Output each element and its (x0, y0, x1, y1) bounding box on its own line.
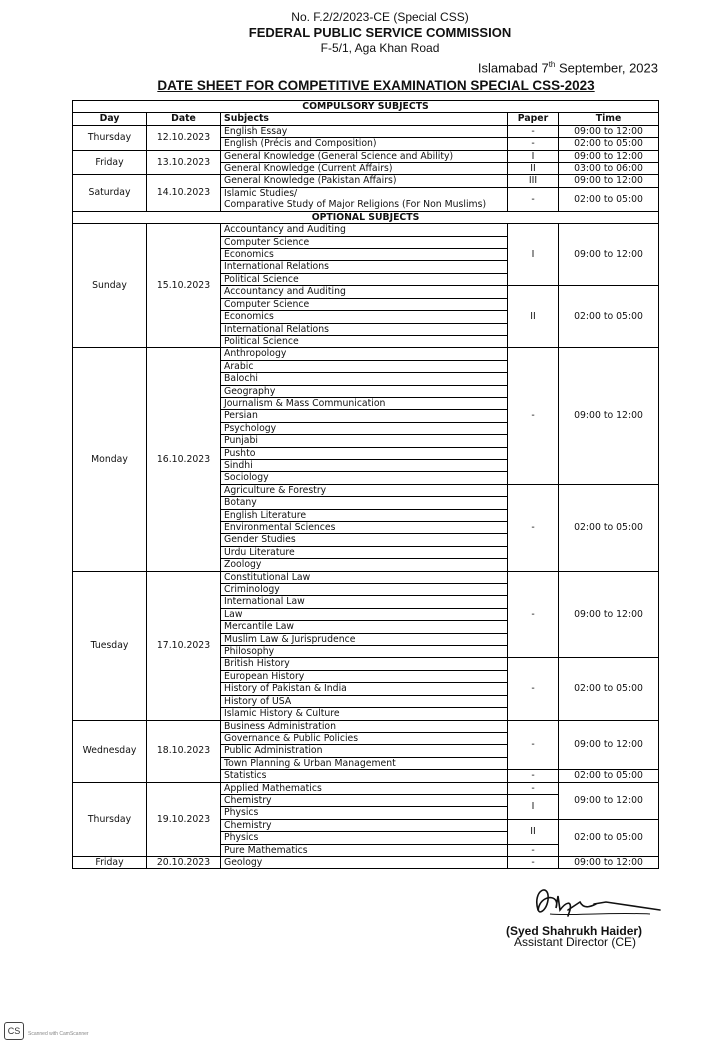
reference-number: No. F.2/2/2023-CE (Special CSS) (291, 10, 469, 24)
paper-cell: - (508, 484, 559, 571)
date-cell: 19.10.2023 (147, 782, 221, 856)
subject-cell: International Relations (221, 323, 508, 335)
time-cell: 09:00 to 12:00 (559, 175, 659, 187)
time-cell: 02:00 to 05:00 (559, 484, 659, 571)
time-header: Time (559, 113, 659, 125)
signature-image (510, 880, 670, 930)
document-title: DATE SHEET FOR COMPETITIVE EXAMINATION SPECIAL CSS-2023 (157, 78, 595, 93)
subject-cell: Muslim Law & Jurisprudence (221, 633, 508, 645)
date-cell: 20.10.2023 (147, 856, 221, 868)
subject-cell: Gender Studies (221, 534, 508, 546)
subject-cell: Journalism & Mass Communication (221, 397, 508, 409)
subject-cell: Zoology (221, 559, 508, 571)
table-row (73, 571, 659, 583)
subject-cell: Town Planning & Urban Management (221, 757, 508, 769)
subject-cell (221, 187, 508, 211)
place-date-main: Islamabad 7 (477, 60, 549, 76)
subject-cell: Psychology (221, 422, 508, 434)
subject-cell: Pure Mathematics (221, 844, 508, 856)
date-sheet-body (73, 101, 659, 869)
time-cell: 09:00 to 12:00 (559, 571, 659, 658)
table-row (73, 224, 659, 236)
compulsory-heading: COMPULSORY SUBJECTS (73, 101, 659, 113)
day-cell: Wednesday (73, 720, 147, 782)
subject-line: Islamic Studies/ (224, 187, 298, 199)
day-cell: Monday (73, 348, 147, 571)
subject-cell: Political Science (221, 273, 508, 285)
subject-cell: Mercantile Law (221, 621, 508, 633)
optional-heading: OPTIONAL SUBJECTS (73, 211, 659, 223)
subject-cell: Public Administration (221, 745, 508, 757)
subject-cell: English Literature (221, 509, 508, 521)
date-cell: 15.10.2023 (147, 224, 221, 348)
day-cell: Thursday (73, 782, 147, 856)
subject-cell: Political Science (221, 335, 508, 347)
subject-cell: Botany (221, 497, 508, 509)
subject-cell: General Knowledge (Pakistan Affairs) (221, 175, 508, 187)
paper-header: Paper (508, 113, 559, 125)
paper-cell: - (508, 187, 559, 211)
place-date (478, 60, 658, 75)
time-cell: 09:00 to 12:00 (559, 348, 659, 484)
date-cell: 14.10.2023 (147, 175, 221, 211)
subject-cell: English Essay (221, 125, 508, 137)
time-cell: 09:00 to 12:00 (559, 720, 659, 770)
date-cell: 13.10.2023 (147, 150, 221, 175)
paper-cell: III (508, 175, 559, 187)
time-cell: 02:00 to 05:00 (559, 770, 659, 782)
paper-cell: - (508, 844, 559, 856)
paper-cell: - (508, 571, 559, 658)
subject-cell: Philosophy (221, 646, 508, 658)
subject-cell: Computer Science (221, 298, 508, 310)
time-cell: 09:00 to 12:00 (559, 856, 659, 868)
date-cell: 18.10.2023 (147, 720, 221, 782)
subject-cell: Environmental Sciences (221, 522, 508, 534)
table-row (73, 856, 659, 868)
subject-cell: General Knowledge (Current Affairs) (221, 163, 508, 175)
subject-cell: Geography (221, 385, 508, 397)
subject-cell: Physics (221, 832, 508, 844)
subject-cell: Punjabi (221, 435, 508, 447)
day-header: Day (73, 113, 147, 125)
table-row (73, 150, 659, 162)
subject-cell: British History (221, 658, 508, 670)
subject-cell: Criminology (221, 584, 508, 596)
subject-cell: Economics (221, 311, 508, 323)
paper-cell: II (508, 819, 559, 844)
subject-cell: Constitutional Law (221, 571, 508, 583)
date-cell: 17.10.2023 (147, 571, 221, 720)
subject-cell: Accountancy and Auditing (221, 224, 508, 236)
subject-cell: Balochi (221, 373, 508, 385)
place-date-rest: September, 2023 (555, 60, 658, 76)
date-sheet-table (72, 100, 659, 869)
subject-cell: Pushto (221, 447, 508, 459)
subject-cell: Statistics (221, 770, 508, 782)
day-cell: Tuesday (73, 571, 147, 720)
subject-cell: Sindhi (221, 459, 508, 471)
subject-cell: Economics (221, 249, 508, 261)
scanner-watermark: Scanned with CamScanner (28, 1031, 89, 1037)
section-row (73, 211, 659, 223)
time-cell: 09:00 to 12:00 (559, 782, 659, 819)
subject-cell: Applied Mathematics (221, 782, 508, 794)
day-cell: Friday (73, 856, 147, 868)
table-row (73, 720, 659, 732)
day-cell: Saturday (73, 175, 147, 211)
subject-cell: European History (221, 670, 508, 682)
subject-cell: History of Pakistan & India (221, 683, 508, 695)
subject-cell: Sociology (221, 472, 508, 484)
paper-cell: - (508, 658, 559, 720)
day-cell: Friday (73, 150, 147, 175)
table-row (73, 348, 659, 360)
day-cell: Sunday (73, 224, 147, 348)
subject-cell: Law (221, 608, 508, 620)
subject-cell: Business Administration (221, 720, 508, 732)
paper-cell: - (508, 856, 559, 868)
time-cell: 09:00 to 12:00 (559, 224, 659, 286)
subject-cell: Anthropology (221, 348, 508, 360)
date-superscript: th (548, 60, 556, 69)
time-cell: 09:00 to 12:00 (559, 125, 659, 137)
organization-name: FEDERAL PUBLIC SERVICE COMMISSION (248, 25, 512, 40)
subject-cell: English (Précis and Composition) (221, 138, 508, 150)
date-cell: 12.10.2023 (147, 125, 221, 150)
paper-cell: - (508, 348, 559, 484)
time-cell: 02:00 to 05:00 (559, 819, 659, 856)
subject-cell: Agriculture & Forestry (221, 484, 508, 496)
time-cell: 02:00 to 05:00 (559, 187, 659, 211)
paper-cell: I (508, 794, 559, 819)
paper-cell: - (508, 138, 559, 150)
date-header: Date (147, 113, 221, 125)
subject-cell: Physics (221, 807, 508, 819)
time-cell: 09:00 to 12:00 (559, 150, 659, 162)
subject-cell: Governance & Public Policies (221, 732, 508, 744)
subject-cell: Chemistry (221, 794, 508, 806)
subject-cell: Islamic History & Culture (221, 708, 508, 720)
paper-cell: I (508, 224, 559, 286)
paper-cell: - (508, 770, 559, 782)
table-row (73, 125, 659, 137)
subjects-header: Subjects (221, 113, 508, 125)
subject-cell: Urdu Literature (221, 546, 508, 558)
subject-cell: International Law (221, 596, 508, 608)
subject-cell: Accountancy and Auditing (221, 286, 508, 298)
paper-cell: II (508, 286, 559, 348)
subject-cell: International Relations (221, 261, 508, 273)
section-row (73, 101, 659, 113)
subject-cell: Geology (221, 856, 508, 868)
paper-cell: - (508, 782, 559, 794)
time-cell: 02:00 to 05:00 (559, 286, 659, 348)
header-row (73, 113, 659, 125)
subject-cell: History of USA (221, 695, 508, 707)
paper-cell: - (508, 125, 559, 137)
time-cell: 02:00 to 05:00 (559, 658, 659, 720)
time-cell: 03:00 to 06:00 (559, 163, 659, 175)
date-cell: 16.10.2023 (147, 348, 221, 571)
subject-line: Comparative Study of Major Religions (For Non Muslims) (224, 199, 487, 211)
day-cell: Thursday (73, 125, 147, 150)
signatory-name: (Syed Shahrukh Haider) (506, 924, 643, 938)
table-row (73, 175, 659, 187)
subject-cell: Computer Science (221, 236, 508, 248)
camscanner-logo: CS (4, 1022, 24, 1040)
organization-address: F-5/1, Aga Khan Road (320, 41, 440, 55)
subject-cell: Persian (221, 410, 508, 422)
paper-cell: I (508, 150, 559, 162)
signatory-designation: Assistant Director (CE) (514, 935, 637, 949)
subject-cell: General Knowledge (General Science and Ability) (221, 150, 508, 162)
time-cell: 02:00 to 05:00 (559, 138, 659, 150)
subject-cell: Arabic (221, 360, 508, 372)
table-row (73, 782, 659, 794)
paper-cell: - (508, 720, 559, 770)
subject-cell: Chemistry (221, 819, 508, 831)
paper-cell: II (508, 163, 559, 175)
